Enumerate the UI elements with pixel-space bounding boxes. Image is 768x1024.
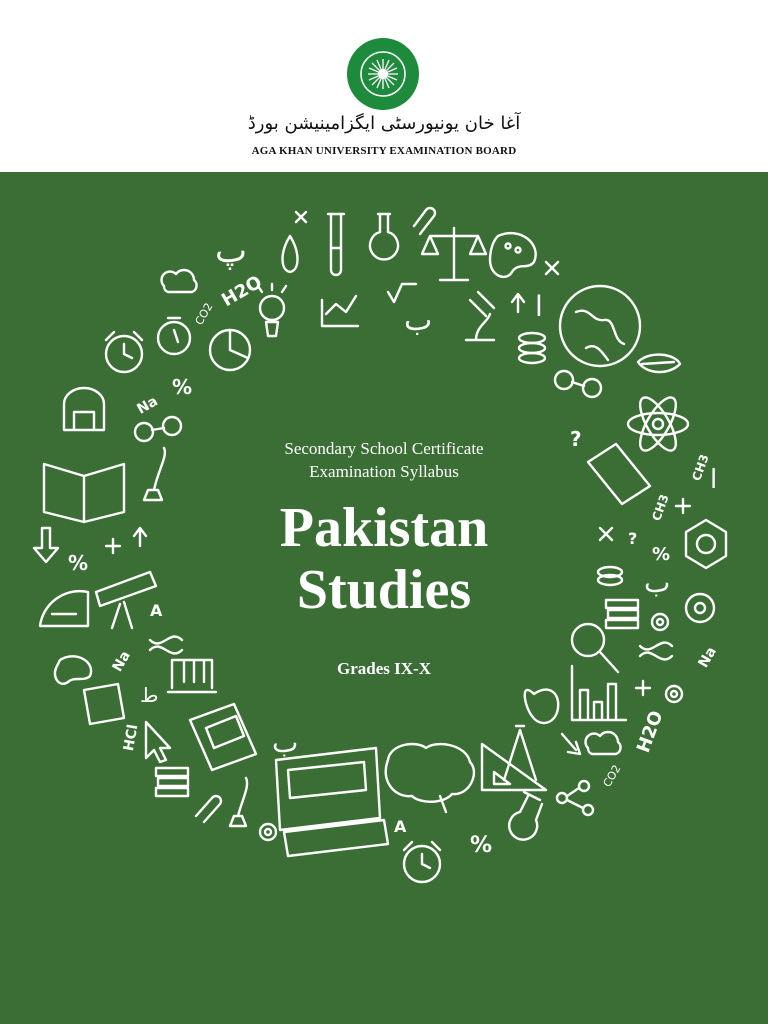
alarm-clock-icon bbox=[404, 842, 440, 882]
svg-text:?: ? bbox=[570, 427, 582, 451]
svg-text:%: % bbox=[68, 551, 89, 575]
multiply-icon bbox=[296, 212, 306, 222]
title-line-1: Pakistan bbox=[279, 497, 489, 559]
na-label bbox=[134, 393, 160, 417]
h2o-label bbox=[218, 272, 266, 312]
gear-icon bbox=[666, 686, 682, 702]
svg-text:A: A bbox=[150, 601, 163, 620]
board-name: AGA KHAN UNIVERSITY EXAMINATION BOARD bbox=[251, 145, 517, 157]
subtitle-line-2: Examination Syllabus bbox=[309, 462, 459, 481]
lightbulb-icon bbox=[258, 284, 286, 336]
urdu-letter-icon bbox=[140, 683, 159, 707]
pie-chart-icon bbox=[210, 330, 250, 370]
svg-text:%: % bbox=[652, 544, 671, 565]
brain-icon bbox=[386, 744, 474, 812]
svg-text:ا: ا bbox=[535, 290, 543, 323]
percent-label bbox=[172, 375, 192, 399]
svg-text:ب: ب bbox=[404, 303, 433, 338]
subtitle-line-1: Secondary School Certificate bbox=[284, 439, 484, 458]
svg-text:ط: ط bbox=[140, 683, 159, 707]
backpack-icon bbox=[64, 388, 104, 430]
urdu-letter-icon bbox=[272, 726, 298, 759]
co2-label bbox=[193, 301, 216, 328]
svg-text:Na: Na bbox=[134, 393, 161, 418]
dna-icon bbox=[150, 637, 182, 654]
leaf-icon bbox=[638, 355, 680, 372]
header bbox=[0, 0, 768, 172]
multiply-icon bbox=[546, 262, 558, 274]
hcl-label bbox=[121, 723, 141, 752]
books-stack-icon bbox=[156, 768, 188, 796]
arrow-down-icon bbox=[562, 734, 580, 754]
svg-text:%: % bbox=[470, 833, 493, 858]
a-label bbox=[394, 817, 407, 836]
svg-text:Na: Na bbox=[695, 644, 720, 671]
svg-text:A: A bbox=[394, 817, 407, 836]
grades-label: Grades IX-X bbox=[337, 659, 431, 678]
svg-text:ب: ب bbox=[644, 566, 671, 599]
paperclip-icon bbox=[414, 208, 435, 234]
urdu-letter-icon bbox=[404, 303, 432, 338]
svg-text:Na: Na bbox=[109, 648, 134, 675]
quill-inkpot-icon bbox=[230, 778, 247, 826]
plus-icon bbox=[636, 681, 650, 695]
svg-text:%: % bbox=[172, 375, 193, 399]
svg-text:CO2: CO2 bbox=[600, 762, 624, 790]
scales-icon bbox=[422, 228, 486, 280]
co2-label bbox=[601, 763, 624, 790]
palette-icon bbox=[490, 233, 536, 277]
coins-icon bbox=[519, 333, 545, 363]
book-icon bbox=[190, 704, 256, 770]
flask-icon bbox=[509, 792, 542, 840]
cloud-icon bbox=[162, 270, 197, 292]
title-line-2: Studies bbox=[296, 559, 472, 621]
svg-text:H2O: H2O bbox=[633, 707, 668, 756]
stopwatch-icon bbox=[158, 318, 190, 354]
svg-text:پ: پ bbox=[215, 231, 248, 271]
university-seal-icon bbox=[346, 37, 420, 111]
svg-text:ا: ا bbox=[710, 465, 718, 495]
svg-text:CH3: CH3 bbox=[689, 452, 712, 483]
flask-icon bbox=[370, 214, 398, 259]
svg-text:CO2: CO2 bbox=[192, 300, 216, 328]
heart-organ-icon bbox=[525, 690, 558, 723]
svg-text:ب: ب bbox=[272, 726, 299, 759]
test-tube-icon bbox=[328, 214, 344, 275]
urdu-letter-icon bbox=[215, 231, 247, 271]
notebook-icon bbox=[84, 684, 124, 724]
microscope-icon bbox=[466, 292, 494, 340]
cursor-icon bbox=[146, 722, 170, 762]
svg-text:HCl: HCl bbox=[120, 723, 142, 753]
h2o-label bbox=[633, 708, 667, 755]
paperclip-icon bbox=[196, 796, 221, 822]
dna-icon bbox=[640, 643, 672, 660]
glasses-icon bbox=[555, 371, 601, 397]
laptop-icon bbox=[276, 748, 388, 856]
arrow-up-icon bbox=[512, 294, 524, 312]
gear-icon bbox=[260, 824, 276, 840]
svg-text:CH3: CH3 bbox=[649, 492, 672, 523]
sqrt-icon bbox=[388, 284, 416, 302]
globe-icon bbox=[560, 286, 640, 366]
board-name-urdu: آغا خان یونیورسٹی ایگزامینیشن بورڈ bbox=[247, 113, 521, 134]
percent-label bbox=[470, 833, 492, 858]
alarm-clock-icon bbox=[106, 332, 142, 372]
molecule-icon bbox=[557, 781, 593, 815]
leaf-drop-icon bbox=[283, 236, 298, 272]
urdu-letter-icon bbox=[535, 290, 543, 323]
svg-text:H2O: H2O bbox=[218, 271, 266, 312]
line-chart-icon bbox=[322, 296, 358, 326]
cloud-icon bbox=[586, 732, 621, 754]
svg-text:?: ? bbox=[628, 529, 638, 548]
